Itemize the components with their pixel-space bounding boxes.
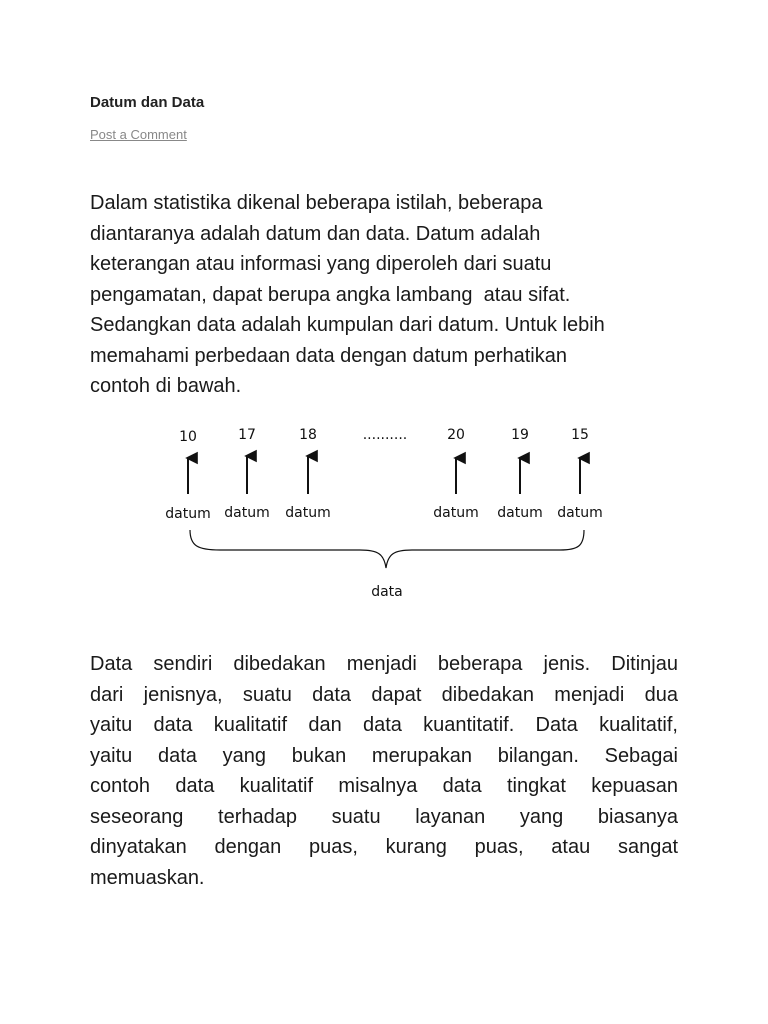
data-types-paragraph (90, 649, 678, 893)
paragraph-line: Sedangkan data adalah kumpulan dari datum. Untuk lebih (90, 314, 605, 336)
ellipsis-label: .......... (362, 427, 408, 443)
value-label: 18 (299, 427, 317, 443)
paragraph-line: diantaranya adalah datum dan data. Datum adalah (90, 222, 541, 245)
value-label: 17 (238, 427, 256, 443)
datum-label: datum (433, 505, 479, 521)
paragraph-line: contoh di bawah. (90, 375, 242, 397)
datum-label: datum (224, 505, 270, 521)
value-label: 10 (179, 429, 197, 445)
page-title: Datum dan Data (90, 94, 205, 111)
paragraph-line: Data sendiri dibedakan menjadi beberapa jenis. Ditinjau (90, 653, 678, 675)
datum-label: datum (285, 505, 331, 521)
intro-paragraph (90, 188, 678, 402)
datum-label: datum (497, 505, 543, 521)
paragraph-line: yaitu data yang bukan merupakan bilangan. Sebagai (90, 744, 678, 767)
grouping-brace (190, 530, 584, 568)
paragraph-line: yaitu data kualitatif dan data kuantitatif. Data kualitatif, (90, 714, 678, 736)
paragraph-line: contoh data kualitatif misalnya data tingkat kepuasan (90, 775, 678, 797)
post-comment-link[interactable]: Post a Comment (90, 127, 187, 142)
datum-data-diagram (150, 418, 620, 608)
paragraph-line: memahami perbedaan data dengan datum perhatikan (90, 344, 567, 367)
paragraph-line: seseorang terhadap suatu layanan yang biasanya (90, 805, 678, 828)
datum-label: datum (557, 505, 603, 521)
data-label: data (371, 584, 403, 600)
paragraph-line: dari jenisnya, suatu data dapat dibedakan menjadi dua (90, 683, 678, 706)
paragraph-line: keterangan atau informasi yang diperoleh dari suatu (90, 253, 552, 275)
datum-label: datum (165, 506, 211, 522)
value-label: 19 (511, 427, 529, 443)
value-label: 15 (571, 427, 589, 443)
paragraph-line: Dalam statistika dikenal beberapa istilah, beberapa (90, 192, 543, 214)
paragraph-line: pengamatan, dapat berupa angka lambang atau sifat. (90, 283, 571, 306)
paragraph-line: memuaskan. (90, 866, 205, 889)
value-label: 20 (447, 427, 465, 443)
paragraph-line: dinyatakan dengan puas, kurang puas, atau sangat (90, 836, 678, 858)
